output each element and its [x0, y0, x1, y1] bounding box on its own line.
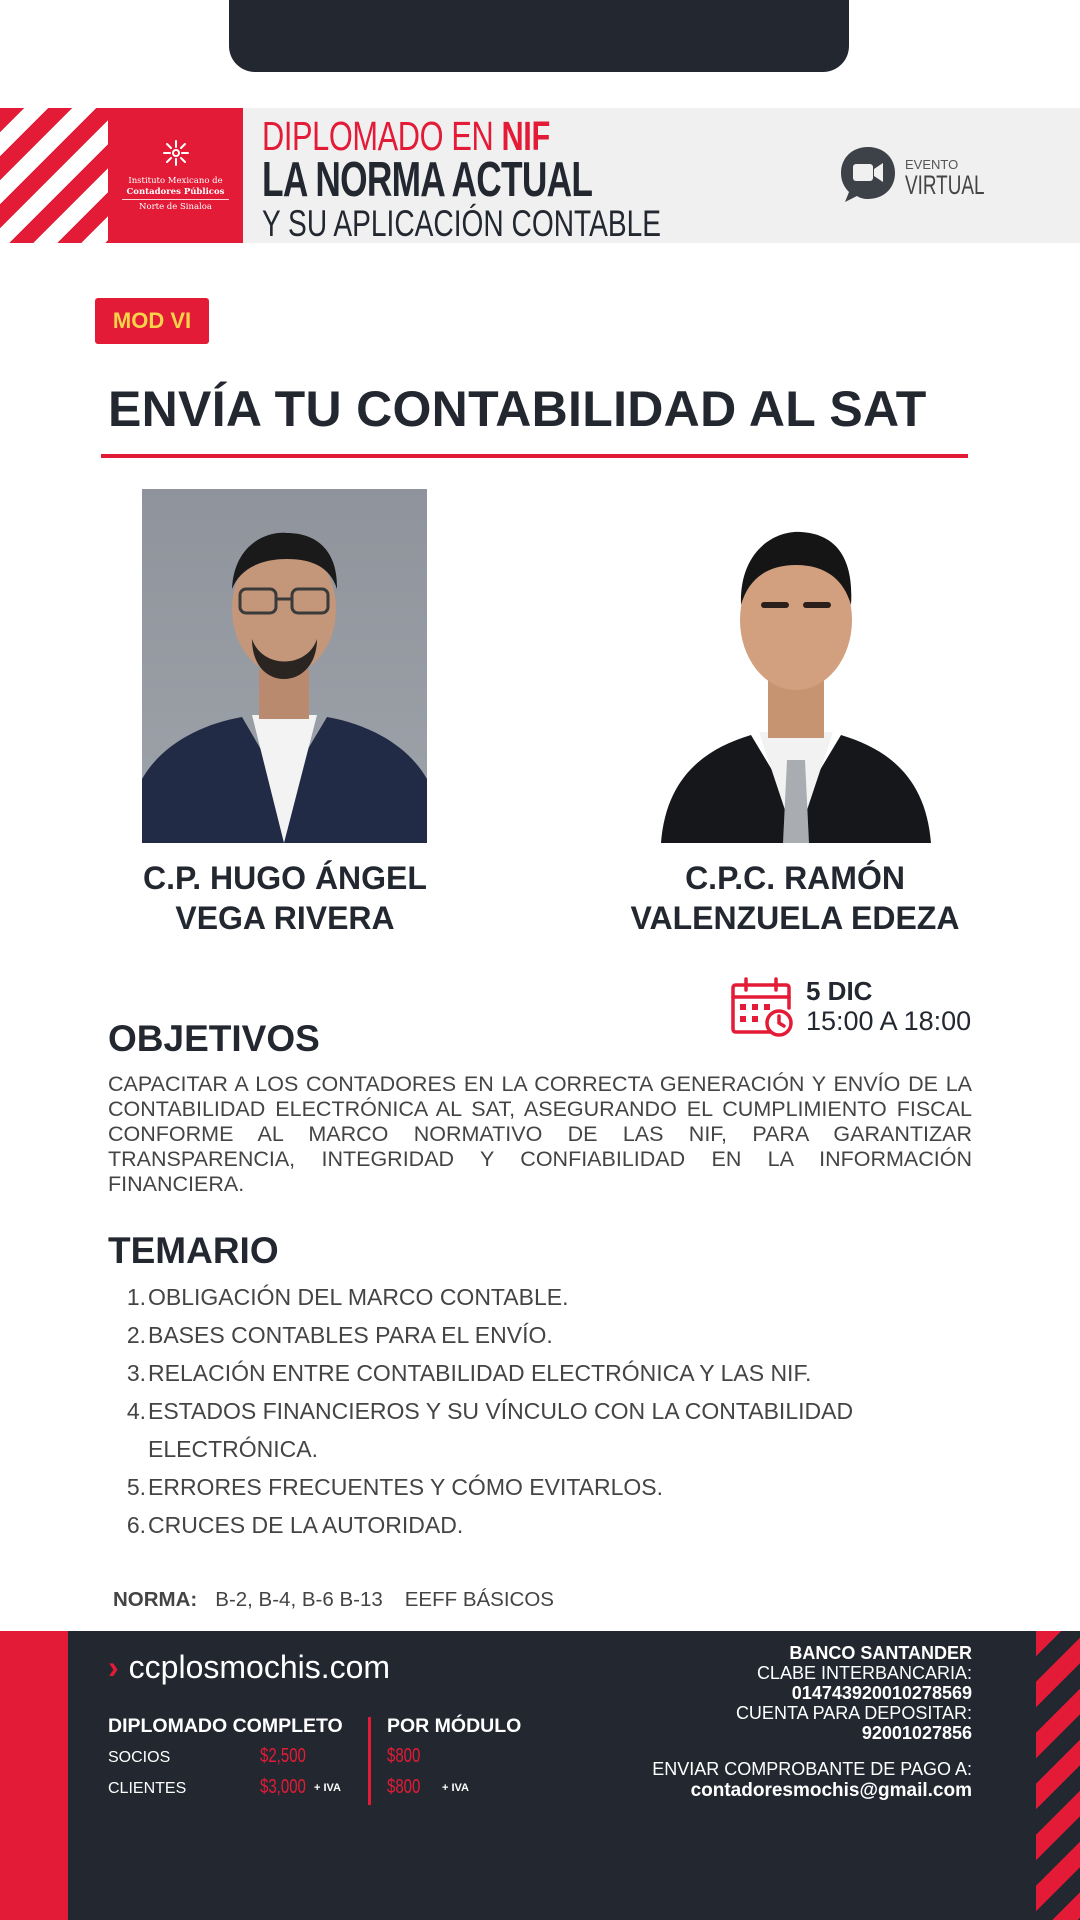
list-item-number: 3. [126, 1360, 146, 1386]
list-item-text: ERRORES FRECUENTES Y CÓMO EVITARLOS. [148, 1474, 664, 1500]
list-item-text: CRUCES DE LA AUTORIDAD. [148, 1512, 464, 1538]
event-label: EVENTO [905, 157, 959, 172]
clabe-number: 014743920010278569 [791, 1683, 972, 1703]
speaker-name-2 [615, 858, 975, 938]
list-item [120, 1468, 880, 1506]
list-item-number: 6. [126, 1512, 146, 1538]
bank-name: BANCO SANTANDER [789, 1643, 972, 1663]
program-title-line3: Y SU APLICACIÓN CONTABLE [262, 203, 662, 244]
decorative-stripes [0, 108, 108, 243]
list-item [120, 1392, 880, 1468]
logo-divider [122, 199, 229, 200]
list-item-number: 4. [126, 1398, 146, 1424]
list-item [120, 1506, 880, 1544]
event-date: 5 DIC [806, 976, 873, 1006]
iva-note-module: + IVA [442, 1782, 470, 1794]
price-divider [368, 1717, 371, 1805]
top-notch [229, 0, 849, 72]
virtual-event-badge [838, 144, 988, 204]
list-item-text: RELACIÓN ENTRE CONTABILIDAD ELECTRÓNICA Y LAS NIF. [148, 1360, 812, 1386]
contact-email[interactable]: contadoresmochis@gmail.com [690, 1780, 972, 1801]
program-title-prefix: DIPLOMADO EN [262, 113, 502, 159]
price-full-clientes: $3,000 [260, 1776, 306, 1798]
price-module-socios: $800 [387, 1745, 421, 1767]
program-title-nif: NIF [501, 113, 550, 159]
footer-stripes [1036, 1631, 1080, 1920]
account-number: 92001027856 [861, 1723, 972, 1743]
iva-note-full: + IVA [314, 1782, 342, 1794]
program-title-line2: LA NORMA ACTUAL [262, 153, 593, 207]
price-label-clientes: CLIENTES [108, 1780, 187, 1797]
event-time: 15:00 A 18:00 [806, 1006, 972, 1036]
speaker-2-line1: C.P.C. RAMÓN [685, 860, 905, 896]
bank-info [736, 1643, 972, 1743]
norma-values: B-2, B-4, B-6 B-13 [215, 1588, 383, 1611]
objectives-text: CAPACITAR A LOS CONTADORES EN LA CORRECTA GENERACIÓN Y ENVÍO DE LA CONTABILIDAD ELECTRÓNICA AL SAT, ASEGURANDO EL CUMPLIMIENTO FISCAL CONFORME AL MARCO NORMATIVO DE LAS NIF, PARA GARANTIZAR TRANSPARENCIA, INTEGRIDAD Y CONFIABILIDAD EN LA INFORMACIÓN FINANCIERA. [108, 1072, 972, 1196]
speaker-photo-2 [651, 510, 941, 843]
list-item [120, 1278, 880, 1316]
website-text: ccplosmochis.com [128, 1649, 391, 1685]
price-module-clientes: $800 [387, 1776, 421, 1798]
list-item-text: OBLIGACIÓN DEL MARCO CONTABLE. [148, 1284, 569, 1310]
title-divider [101, 454, 968, 458]
list-item-number: 5. [126, 1474, 146, 1500]
logo-text-line2: Contadores Públicos [126, 187, 225, 197]
speaker-portrait-2 [651, 510, 941, 843]
syllabus-list [120, 1278, 880, 1544]
event-type: VIRTUAL [905, 170, 985, 200]
price-title-full: DIPLOMADO COMPLETO [108, 1715, 343, 1737]
norma-label: NORMA: [113, 1588, 198, 1611]
speaker-photo-1 [142, 489, 427, 843]
program-title-line1 [262, 113, 550, 159]
norma-line [113, 1588, 554, 1612]
send-receipt-label: ENVIAR COMPROBANTE DE PAGO A: [652, 1759, 972, 1779]
header-banner [0, 108, 1080, 243]
account-label: CUENTA PARA DEPOSITAR: [735, 1703, 972, 1723]
institute-logo [108, 108, 243, 243]
module-badge: MOD VI [95, 298, 209, 344]
list-item-number: 1. [126, 1284, 146, 1310]
list-item-text: BASES CONTABLES PARA EL ENVÍO. [148, 1322, 553, 1348]
syllabus-heading: TEMARIO [108, 1230, 279, 1271]
list-item [120, 1316, 880, 1354]
calendar-clock-icon [730, 976, 794, 1038]
footer [0, 1631, 1080, 1920]
video-camera-icon [838, 144, 898, 204]
speaker-1-line2: VEGA RIVERA [175, 900, 395, 936]
module-title: ENVÍA TU CONTABILIDAD AL SAT [108, 381, 927, 437]
logo-text-line3: Norte de Sinaloa [139, 202, 212, 212]
list-item-text: ESTADOS FINANCIEROS Y SU VÍNCULO CON LA CONTABILIDAD ELECTRÓNICA. [148, 1398, 854, 1462]
logo-text-line1: Instituto Mexicano de [128, 176, 223, 186]
list-item [120, 1354, 880, 1392]
clabe-label: CLABE INTERBANCARIA: [756, 1663, 972, 1683]
speaker-1-line1: C.P. HUGO ÁNGEL [143, 860, 427, 896]
payment-info [652, 1759, 972, 1801]
chevron-right-icon: › [108, 1649, 119, 1685]
list-item-number: 2. [126, 1322, 146, 1348]
speaker-portrait-1 [142, 489, 427, 843]
speaker-name-1 [120, 858, 450, 938]
price-full-socios: $2,500 [260, 1745, 306, 1767]
price-label-socios: SOCIOS [108, 1749, 171, 1766]
objectives-heading: OBJETIVOS [108, 1018, 320, 1059]
footer-red-bar [0, 1631, 68, 1920]
institute-logo-icon [161, 138, 191, 168]
norma-extra: EEFF BÁSICOS [404, 1588, 554, 1611]
speaker-2-line2: VALENZUELA EDEZA [630, 900, 960, 936]
price-title-module: POR MÓDULO [387, 1715, 522, 1737]
website-link[interactable] [108, 1649, 390, 1686]
